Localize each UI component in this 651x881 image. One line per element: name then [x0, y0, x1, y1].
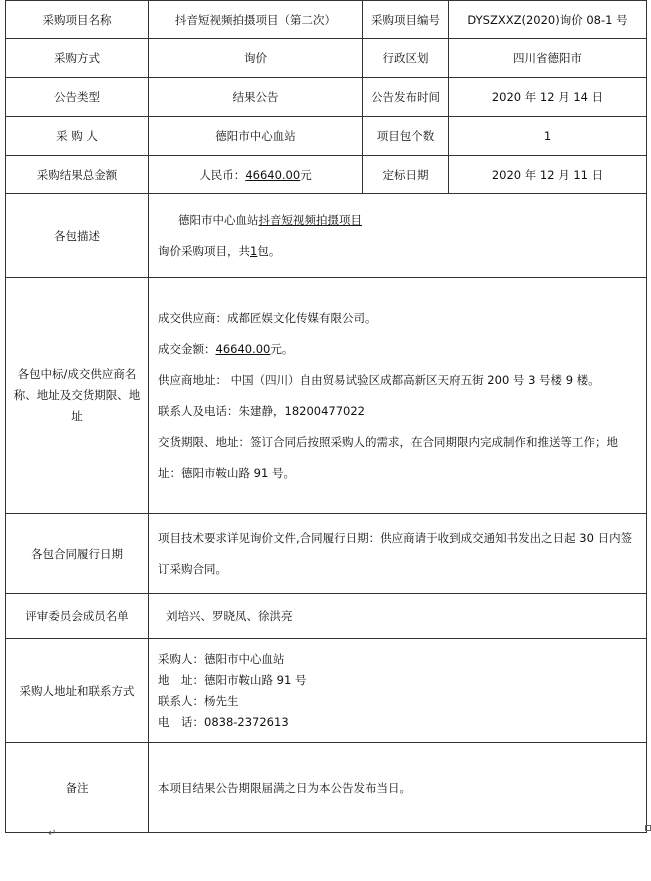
- buyer-contact-buyer: 采购人：德阳市中心血站: [158, 651, 285, 666]
- winner-value: [149, 278, 647, 514]
- winner-label: 各包中标/成交供应商名称、地址及交货期限、地址: [6, 278, 149, 514]
- package-count: 1: [250, 243, 258, 258]
- package-desc-label: 各包描述: [6, 194, 149, 278]
- buyer-contact-address: 地 址：德阳市鞍山路 91 号: [158, 672, 307, 687]
- row-remarks: [6, 743, 647, 833]
- row-contract: [6, 514, 647, 594]
- notice-type-label: 公告类型: [6, 78, 149, 117]
- region-label: 行政区划: [363, 39, 449, 78]
- publish-time-value: 2020 年 12 月 14 日: [449, 78, 647, 117]
- row-committee: [6, 594, 647, 639]
- package-desc-line1: 德阳市中心血站抖音短视频拍摄项目: [178, 212, 362, 227]
- result-announcement-table: [5, 0, 647, 833]
- notice-type-value: 结果公告: [149, 78, 363, 117]
- announcement-document: [5, 0, 646, 833]
- row-project-name: [6, 1, 647, 39]
- row-buyer-contact: [6, 639, 647, 743]
- winner-supplier: 成交供应商：成都匠娱文化传媒有限公司。: [158, 310, 377, 325]
- project-no-value: DYSZXXZ(2020)询价 08-1 号: [449, 1, 647, 39]
- buyer-label: 采 购 人: [6, 117, 149, 156]
- project-no-label: 采购项目编号: [363, 1, 449, 39]
- total-value: [149, 156, 363, 194]
- row-package-desc: [6, 194, 647, 278]
- total-prefix: 人民币：: [199, 167, 246, 182]
- row-buyer: [6, 117, 647, 156]
- buyer-contact-value: [149, 639, 647, 743]
- package-desc-line2: 询价采购项目，共1包。: [158, 243, 281, 258]
- table-end-marker-icon: [645, 825, 651, 831]
- winner-contact: 联系人及电话：朱建静，18200477022: [158, 403, 365, 418]
- buyer-contact-person: 联系人：杨先生: [158, 693, 239, 708]
- method-value: 询价: [149, 39, 363, 78]
- row-winner: [6, 278, 647, 514]
- row-notice-type: [6, 78, 647, 117]
- region-value: 四川省德阳市: [449, 39, 647, 78]
- contract-label: 各包合同履行日期: [6, 514, 149, 594]
- row-total: [6, 156, 647, 194]
- remarks-value: 本项目结果公告期限届满之日为本公告发布当日。: [149, 743, 647, 833]
- committee-label: 评审委员会成员名单: [6, 594, 149, 639]
- winner-amount-number: 46640.00: [215, 341, 271, 356]
- paragraph-mark-icon: ↵: [48, 828, 57, 839]
- packages-label: 项目包个数: [363, 117, 449, 156]
- total-amount: 46640.00: [245, 167, 301, 182]
- winner-amount: 成交金额：46640.00元。: [158, 341, 294, 356]
- package-desc-project-link: 抖音短视频拍摄项目: [258, 212, 362, 227]
- contract-value: 项目技术要求详见询价文件,合同履行日期：供应商请于收到成交通知书发出之日起 30 日内签订采购合同。: [149, 514, 647, 594]
- buyer-value: 德阳市中心血站: [149, 117, 363, 156]
- remarks-label: 备注: [6, 743, 149, 833]
- package-desc-value: [149, 194, 647, 278]
- publish-time-label: 公告发布时间: [363, 78, 449, 117]
- winner-address: 供应商地址： 中国（四川）自由贸易试验区成都高新区天府五街 200 号 3 号楼 9 楼。: [158, 372, 600, 387]
- project-name-value: 抖音短视频拍摄项目（第二次）: [149, 1, 363, 39]
- project-name-label: 采购项目名称: [6, 1, 149, 39]
- row-method: [6, 39, 647, 78]
- buyer-contact-phone: 电 话：0838-2372613: [158, 714, 289, 729]
- buyer-contact-label: 采购人地址和联系方式: [6, 639, 149, 743]
- packages-value: 1: [449, 117, 647, 156]
- total-label: 采购结果总金额: [6, 156, 149, 194]
- committee-value: 刘培兴、罗晓凤、徐洪亮: [149, 594, 647, 639]
- method-label: 采购方式: [6, 39, 149, 78]
- award-date-label: 定标日期: [363, 156, 449, 194]
- award-date-value: 2020 年 12 月 11 日: [449, 156, 647, 194]
- winner-delivery: 交货期限、地址：签订合同后按照采购人的需求，在合同期限内完成制作和推送等工作；地址：德阳市鞍山路 91 号。: [158, 434, 618, 480]
- total-suffix: 元: [300, 167, 312, 182]
